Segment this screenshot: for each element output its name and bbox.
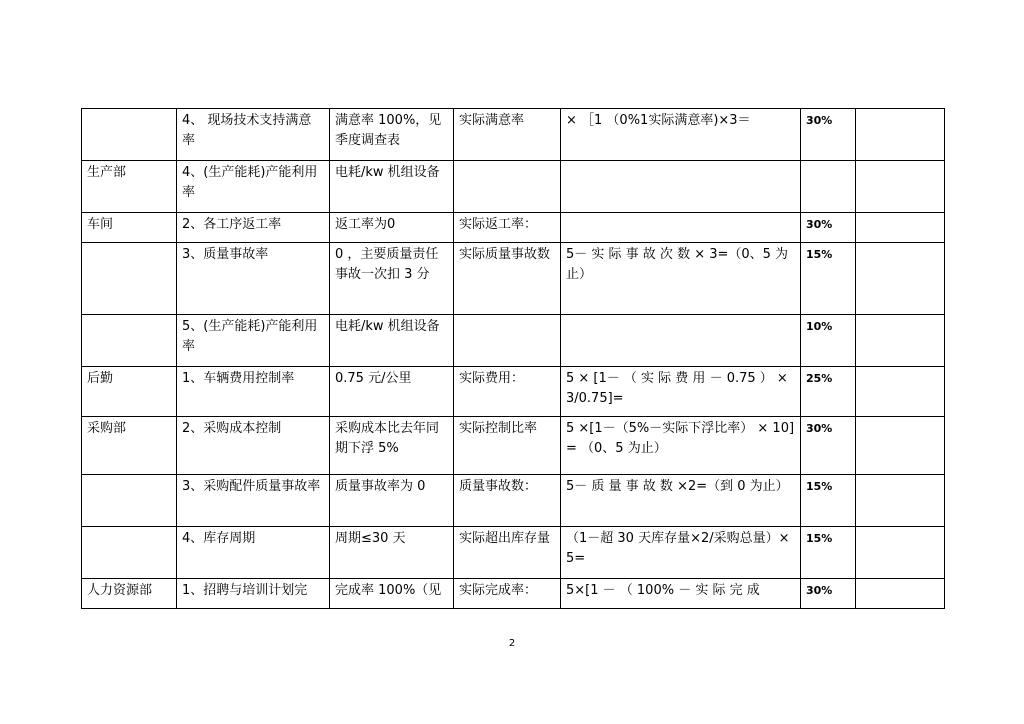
kpi-item-cell: 5、(生产能耗)产能利用率 [177, 315, 330, 367]
note-cell [856, 213, 945, 243]
kpi-item-cell: 3、质量事故率 [177, 243, 330, 315]
kpi-item-cell: 2、各工序返工率 [177, 213, 330, 243]
table-row [82, 213, 945, 243]
department-cell [82, 109, 177, 161]
standard-cell: 返工率为0 [330, 213, 454, 243]
department-cell: 采购部 [82, 417, 177, 475]
department-cell: 后勤 [82, 367, 177, 417]
kpi-item-cell: 4、 现场技术支持满意率 [177, 109, 330, 161]
note-cell [856, 417, 945, 475]
actual-value-cell: 实际质量事故数 [454, 243, 561, 315]
scoring-formula-cell: 5 × [1－ （ 实 际 费 用 － 0.75 ） × 3/0.75]= [561, 367, 801, 417]
department-cell [82, 315, 177, 367]
department-cell [82, 243, 177, 315]
standard-cell: 电耗/kw 机组设备 [330, 315, 454, 367]
kpi-table [81, 108, 945, 609]
weight-cell: 30% [801, 109, 856, 161]
standard-cell: 采购成本比去年同期下浮 5% [330, 417, 454, 475]
scoring-formula-cell: × ［1 （0%1实际满意率)×3＝ [561, 109, 801, 161]
note-cell [856, 243, 945, 315]
weight-cell: 15% [801, 475, 856, 527]
standard-cell: 0 ，主要质量责任事故一次扣 3 分 [330, 243, 454, 315]
actual-value-cell: 质量事故数： [454, 475, 561, 527]
weight-cell: 30% [801, 579, 856, 609]
kpi-item-cell: 4、库存周期 [177, 527, 330, 579]
department-cell [82, 527, 177, 579]
note-cell [856, 109, 945, 161]
page-number: 2 [508, 638, 516, 649]
weight-cell: 30% [801, 213, 856, 243]
department-cell: 车间 [82, 213, 177, 243]
actual-value-cell: 实际完成率： [454, 579, 561, 609]
kpi-table-body [82, 109, 945, 609]
weight-cell: 10% [801, 315, 856, 367]
department-cell: 人力资源部 [82, 579, 177, 609]
department-cell [82, 475, 177, 527]
weight-cell: 25% [801, 367, 856, 417]
table-row [82, 161, 945, 213]
kpi-item-cell: 1、招聘与培训计划完 [177, 579, 330, 609]
scoring-formula-cell: 5－ 质 量 事 故 数 ×2=（到 0 为止） [561, 475, 801, 527]
kpi-item-cell: 3、采购配件质量事故率 [177, 475, 330, 527]
table-row [82, 475, 945, 527]
kpi-item-cell: 2、采购成本控制 [177, 417, 330, 475]
table-row [82, 579, 945, 609]
note-cell [856, 527, 945, 579]
standard-cell: 0.75 元/公里 [330, 367, 454, 417]
department-cell: 生产部 [82, 161, 177, 213]
kpi-item-cell: 4、(生产能耗)产能利用率 [177, 161, 330, 213]
table-row [82, 243, 945, 315]
table-row [82, 527, 945, 579]
standard-cell: 完成率 100%（见 [330, 579, 454, 609]
scoring-formula-cell: 5－ 实 际 事 故 次 数 × 3=（0、5 为止） [561, 243, 801, 315]
note-cell [856, 367, 945, 417]
note-cell [856, 315, 945, 367]
standard-cell: 满意率 100%，见季度调查表 [330, 109, 454, 161]
scoring-formula-cell: （1－超 30 天库存量×2/采购总量）×5= [561, 527, 801, 579]
note-cell [856, 161, 945, 213]
standard-cell: 周期≤30 天 [330, 527, 454, 579]
table-row [82, 417, 945, 475]
note-cell [856, 579, 945, 609]
table-row [82, 109, 945, 161]
scoring-formula-cell [561, 315, 801, 367]
actual-value-cell [454, 315, 561, 367]
weight-cell: 15% [801, 527, 856, 579]
weight-cell [801, 161, 856, 213]
scoring-formula-cell: 5 ×[1－（5%－实际下浮比率） × 10]= （0、5 为止） [561, 417, 801, 475]
standard-cell: 质量事故率为 0 [330, 475, 454, 527]
actual-value-cell: 实际控制比率 [454, 417, 561, 475]
scoring-formula-cell [561, 161, 801, 213]
weight-cell: 15% [801, 243, 856, 315]
scoring-formula-cell [561, 213, 801, 243]
table-row [82, 315, 945, 367]
actual-value-cell: 实际费用： [454, 367, 561, 417]
actual-value-cell [454, 161, 561, 213]
kpi-item-cell: 1、车辆费用控制率 [177, 367, 330, 417]
note-cell [856, 475, 945, 527]
table-row [82, 367, 945, 417]
actual-value-cell: 实际超出库存量 [454, 527, 561, 579]
actual-value-cell: 实际满意率 [454, 109, 561, 161]
standard-cell: 电耗/kw 机组设备 [330, 161, 454, 213]
actual-value-cell: 实际返工率： [454, 213, 561, 243]
weight-cell: 30% [801, 417, 856, 475]
scoring-formula-cell: 5×[1 － （ 100% － 实 际 完 成 [561, 579, 801, 609]
